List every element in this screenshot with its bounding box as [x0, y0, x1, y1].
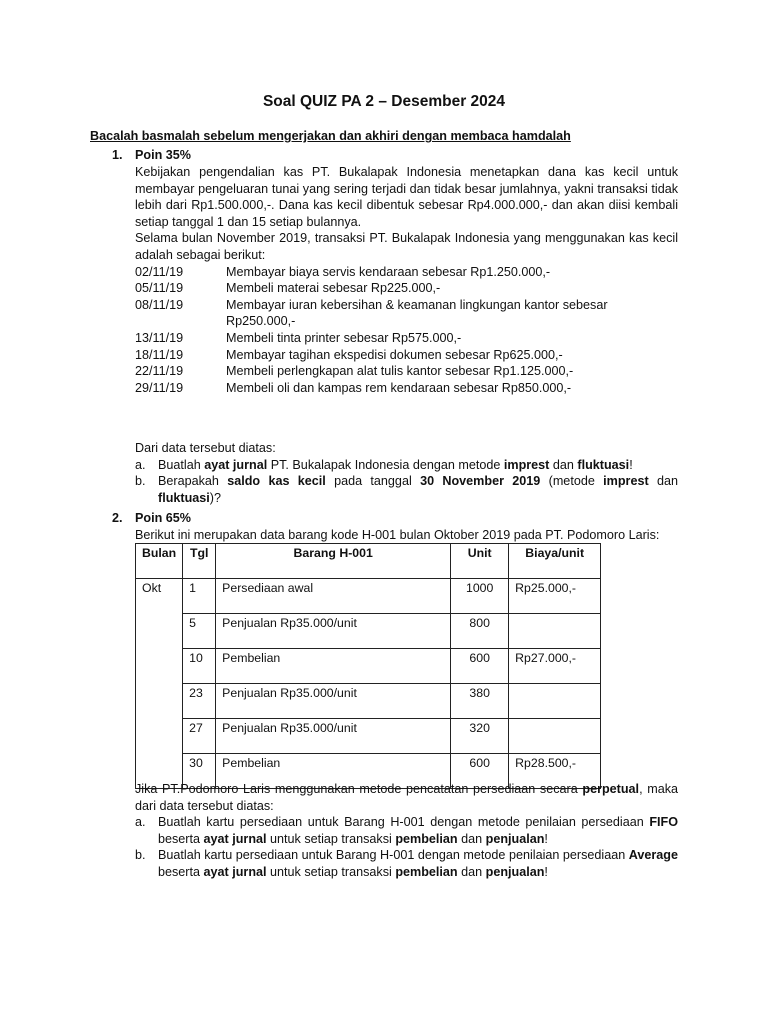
transaction-date: 18/11/19 [135, 347, 184, 362]
page-title: Soal QUIZ PA 2 – Desember 2024 [262, 93, 506, 110]
unit-cell: 380 [451, 684, 509, 719]
bold-run: pembelian [395, 831, 458, 846]
text-run: Buatlah kartu persediaan untuk Barang H-001 dengan metode penilaian persediaan [158, 815, 650, 830]
transaction-row [135, 280, 678, 297]
text-run: beserta [158, 864, 204, 879]
biaya-cell: Rp27.000,- [509, 649, 601, 684]
text-run: PT. Bukalapak Indonesia dengan metode [267, 457, 504, 472]
tgl-cell: 1 [183, 579, 216, 614]
transaction-row [135, 264, 678, 281]
bold-run: imprest [503, 457, 550, 472]
transaction-row [135, 363, 678, 380]
bold-run: FIFO [649, 815, 678, 830]
table-row [136, 684, 601, 719]
text-run: untuk setiap transaksi [266, 831, 396, 846]
month-cell: Okt [136, 579, 183, 789]
q2-heading [112, 510, 191, 527]
transaction-text: Membeli materai sebesar Rp225.000,- [226, 281, 441, 296]
transaction-date: 05/11/19 [135, 281, 184, 296]
bold-run: fluktuasi [577, 457, 630, 472]
q1-paragraph-2: Selama bulan November 2019, transaksi PT. Bukalapak Indonesia yang menggunakan kas kecil adalah sebagai berikut: [135, 231, 678, 262]
bold-run: penjualan [485, 864, 545, 879]
q1-points: Poin 35% [135, 148, 191, 162]
q1-lead: Dari data tersebut diatas: [135, 441, 276, 455]
task-text [158, 847, 678, 880]
text-run: Jika PT.Podomoro Laris menggunakan metode pencatatan persediaan secara [135, 782, 583, 796]
task-text [158, 814, 678, 847]
task-text [158, 473, 678, 506]
q1-task-b [135, 473, 678, 506]
table-row [136, 614, 601, 649]
unit-cell: 1000 [451, 579, 509, 614]
text-run: ! [544, 831, 548, 846]
transaction-date: 29/11/19 [135, 380, 184, 395]
text-run: ! [629, 457, 633, 472]
q1-number: 1. [112, 148, 123, 162]
unit-cell: 600 [451, 649, 509, 684]
q1-task-a [135, 457, 678, 474]
transaction-row [135, 380, 678, 397]
transaction-date: 22/11/19 [135, 364, 184, 379]
column-header: Unit [451, 544, 509, 579]
text-run: )? [209, 490, 221, 505]
bold-run: ayat jurnal [203, 864, 267, 879]
task-text [158, 457, 678, 474]
text-run: (metode [540, 474, 604, 489]
tgl-cell: 30 [183, 754, 216, 789]
text-run: dan [648, 474, 678, 489]
table-row [136, 719, 601, 754]
biaya-cell [509, 684, 601, 719]
barang-cell: Penjualan Rp35.000/unit [216, 614, 451, 649]
unit-cell: 320 [451, 719, 509, 754]
task-label: b. [135, 474, 146, 489]
intro-instruction: Bacalah basmalah sebelum mengerjakan dan akhiri dengan membaca hamdalah [90, 129, 571, 143]
q1-heading [112, 147, 191, 164]
text-run: dan [457, 831, 486, 846]
text-run: pada tanggal [325, 474, 421, 489]
inventory-table [135, 543, 601, 789]
task-label: a. [135, 457, 146, 472]
table-row [136, 579, 601, 614]
q1-paragraph-1: Kebijakan pengendalian kas PT. Bukalapak Indonesia menetapkan dana kas kecil untuk membayar pengeluaran tunai yang sering terjadi dan tidak besar jumlahnya, yakni transaksi tidak lebih dari Rp1.500.000,-. Dana kas kecil dibentuk sebesar Rp4.000.000,- dan akan diisi kembali setiap tanggal 1 dan 15 setiap bulannya. [135, 165, 678, 229]
transaction-text: Membeli perlengkapan alat tulis kantor sebesar Rp1.125.000,- [226, 364, 574, 379]
q1-body [135, 164, 678, 396]
q1-transaction-list [135, 264, 678, 397]
transaction-text: Membayar iuran kebersihan & keamanan lingkungan kantor sebesar Rp250.000,- [226, 297, 608, 329]
text-run: beserta [158, 831, 204, 846]
barang-cell: Pembelian [216, 649, 451, 684]
q2-intro-text: Berikut ini merupakan data barang kode H-001 bulan Oktober 2019 pada PT. Podomoro Laris: [135, 528, 660, 542]
q2-task-b [135, 847, 678, 880]
tgl-cell: 10 [183, 649, 216, 684]
column-header: Barang H-001 [216, 544, 451, 579]
q2-number: 2. [112, 511, 123, 525]
bold-run: ayat jurnal [204, 457, 268, 472]
table-header-row [136, 544, 601, 579]
bold-run: 30 November 2019 [420, 474, 541, 489]
transaction-date: 02/11/19 [135, 264, 184, 279]
transaction-row [135, 297, 678, 330]
text-run: ! [544, 864, 548, 879]
barang-cell: Pembelian [216, 754, 451, 789]
barang-cell: Penjualan Rp35.000/unit [216, 719, 451, 754]
bold-run: pembelian [395, 864, 458, 879]
transaction-text: Membayar biaya servis kendaraan sebesar Rp1.250.000,- [226, 264, 551, 279]
task-label: a. [135, 815, 146, 830]
transaction-row [135, 330, 678, 347]
text-run: dan [549, 457, 578, 472]
text-run: Berapakah [158, 474, 228, 489]
text-run: dan [457, 864, 486, 879]
transaction-row [135, 347, 678, 364]
q2-tasks [135, 781, 678, 881]
bold-run: ayat jurnal [203, 831, 267, 846]
transaction-date: 13/11/19 [135, 330, 184, 345]
bold-run: fluktuasi [158, 490, 210, 505]
biaya-cell: Rp25.000,- [509, 579, 601, 614]
bold-run: penjualan [485, 831, 545, 846]
q2-after-text [135, 781, 678, 814]
transaction-date: 08/11/19 [135, 297, 184, 312]
table-row [136, 649, 601, 684]
q2-points: Poin 65% [135, 511, 191, 525]
tgl-cell: 23 [183, 684, 216, 719]
column-header: Biaya/unit [509, 544, 601, 579]
transaction-text: Membeli oli dan kampas rem kendaraan sebesar Rp850.000,- [226, 380, 572, 395]
tgl-cell: 5 [183, 614, 216, 649]
bold-run: Average [628, 848, 678, 863]
barang-cell: Penjualan Rp35.000/unit [216, 684, 451, 719]
bold-run: perpetual [582, 782, 640, 796]
biaya-cell [509, 614, 601, 649]
bold-run: saldo kas kecil [227, 474, 326, 489]
tgl-cell: 27 [183, 719, 216, 754]
biaya-cell [509, 719, 601, 754]
q2-task-a [135, 814, 678, 847]
text-run: untuk setiap transaksi [266, 864, 396, 879]
text-run: Buatlah kartu persediaan untuk Barang H-001 dengan metode penilaian persediaan [158, 848, 629, 863]
barang-cell: Persediaan awal [216, 579, 451, 614]
q1-tasks [135, 440, 678, 506]
unit-cell: 600 [451, 754, 509, 789]
text-run: Buatlah [158, 457, 205, 472]
column-header: Bulan [136, 544, 183, 579]
transaction-text: Membayar tagihan ekspedisi dokumen sebesar Rp625.000,- [226, 347, 563, 362]
unit-cell: 800 [451, 614, 509, 649]
transaction-text: Membeli tinta printer sebesar Rp575.000,- [226, 330, 462, 345]
task-label: b. [135, 848, 146, 863]
column-header: Tgl [183, 544, 216, 579]
text-run: , maka dari data tersebut diatas: [135, 782, 678, 813]
biaya-cell: Rp28.500,- [509, 754, 601, 789]
bold-run: imprest [603, 474, 649, 489]
q2-intro [135, 527, 678, 544]
